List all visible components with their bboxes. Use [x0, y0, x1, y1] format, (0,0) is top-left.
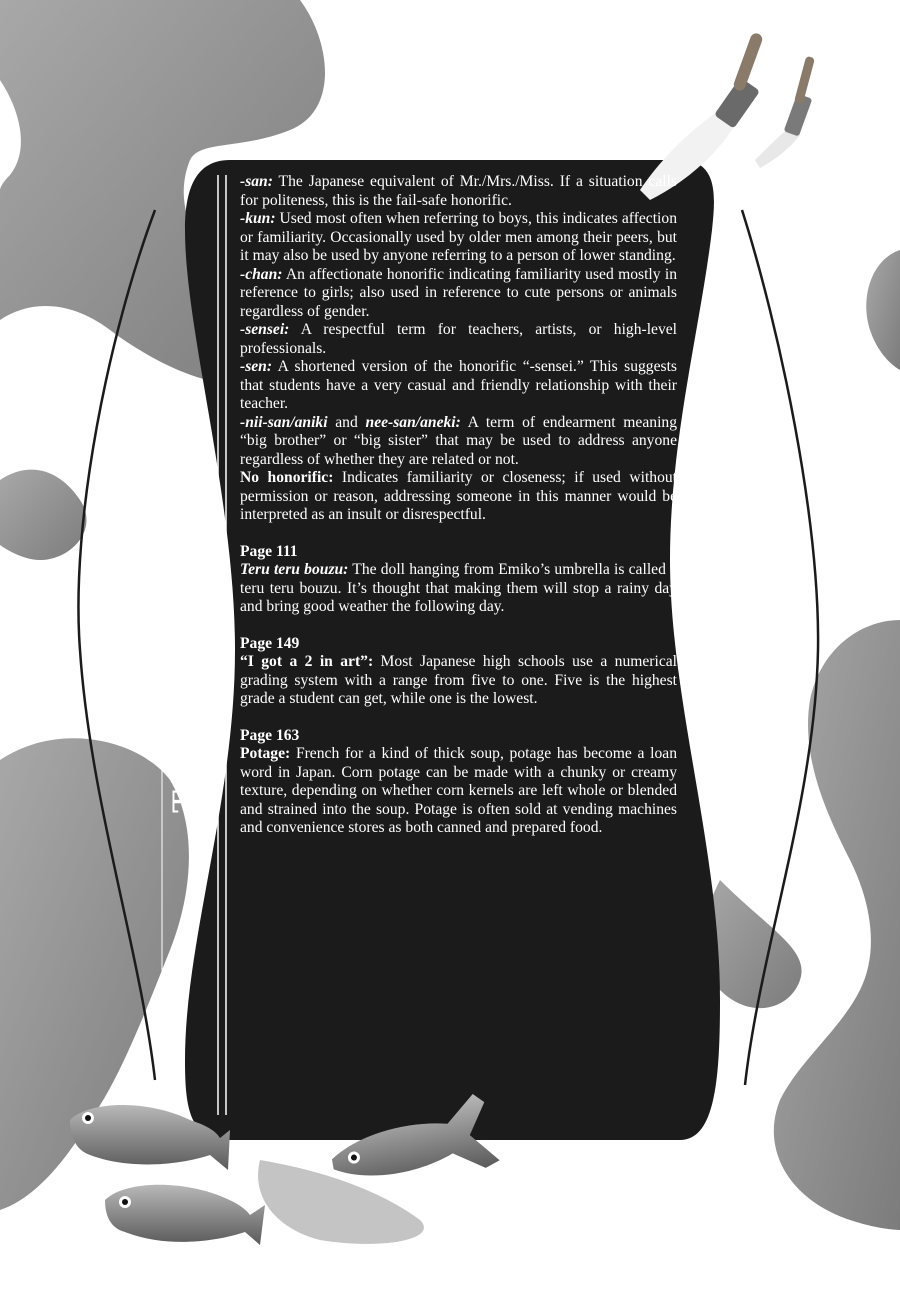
honorific-sen	[240, 358, 677, 414]
note-grade	[240, 653, 677, 709]
term-label: Potage:	[240, 745, 291, 762]
term-label: -sensei:	[240, 321, 290, 338]
term-label: -chan:	[240, 265, 283, 283]
term-label: -kun:	[240, 210, 276, 227]
term-text: Used most often when referring to boys, this indicates affection or familiarity. Occasionally used by older men among their peers, but it may also be used by anyone referring to a person of lower standing.	[240, 210, 677, 264]
term-label: -sen:	[240, 358, 273, 375]
term-text: A respectful term for teachers, artists, or high-level professionals.	[240, 321, 677, 357]
term-label: “I got a 2 in art”:	[240, 653, 374, 670]
page-title: Translation Notes	[166, 487, 206, 813]
term-label: No honorific:	[240, 469, 334, 486]
term-text: A shortened version of the honorific “-sensei.” This suggests that students have a very casual and friendly relationship with their teacher.	[240, 358, 677, 412]
honorific-nii-san	[240, 414, 677, 470]
page-reference: Page 149	[240, 634, 300, 652]
honorific-sensei	[240, 321, 677, 358]
term-text: French for a kind of thick soup, potage has become a loan word in Japan. Corn potage can be made with a chunky or creamy texture, depending on whether corn kernels are left whole or blended and strained into the soup. Potage is often sold at vending machines and convenience stores as both canned and prepared food.	[240, 745, 677, 836]
term-text: An affectionate honorific indicating familiarity used mostly in reference to girls; also used in reference to cute persons or animals regardless of gender.	[240, 265, 677, 320]
term-label: -nii-san/aniki	[240, 413, 328, 431]
notes-content	[240, 173, 677, 838]
term-label: -san:	[240, 173, 273, 190]
page-reference: Page 163	[240, 726, 300, 744]
honorific-chan	[240, 266, 677, 322]
term-text: Indicates familiarity or closeness; if used without permission or reason, addressing someone in this manner would be interpreted as an insult or disrespectful.	[240, 469, 677, 523]
honorific-san	[240, 173, 677, 210]
term-text: The Japanese equivalent of Mr./Mrs./Miss. If a situation calls for politeness, this is the fail-safe honorific.	[240, 173, 677, 209]
note-potage	[240, 745, 677, 838]
term-text: A term of endearment meaning “big brother” or “big sister” that may be used to address anyone regardless of whether they are related or not.	[240, 413, 677, 468]
page-reference: Page 111	[240, 542, 298, 560]
honorific-none	[240, 469, 677, 525]
term-connector: and	[327, 413, 366, 431]
honorific-kun	[240, 210, 677, 266]
note-teru-teru-bouzu	[240, 561, 677, 617]
term-text: The doll hanging from Emiko’s umbrella is called a teru teru bouzu. It’s thought that making them will stop a rainy day and bring good weather the following day.	[240, 561, 677, 615]
term-text: Most Japanese high schools use a numerical grading system with a range from five to one. Five is the highest grade a student can get, while one is the lowest.	[240, 653, 677, 707]
term-label-2: nee-san/aneki:	[365, 413, 461, 431]
term-label: Teru teru bouzu:	[240, 561, 349, 578]
